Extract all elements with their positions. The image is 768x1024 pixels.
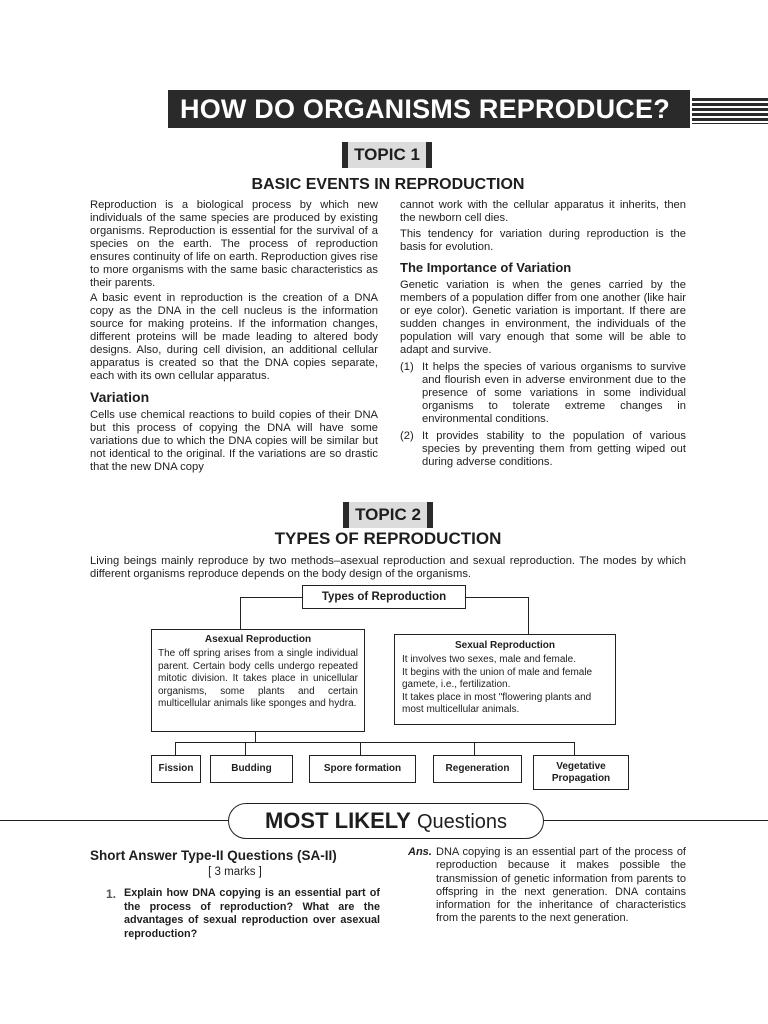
- title-stripes-decoration: [692, 98, 768, 124]
- question-1: [106, 887, 380, 941]
- sexual-line: It takes place in most "flowering plants and most multicellular animals.: [402, 691, 592, 715]
- connector-line: [255, 732, 256, 742]
- topic1-left-column: [90, 199, 378, 474]
- evolution-paragraph: This tendency for variation during reproduction is the basis for evolution.: [400, 228, 686, 253]
- asexual-reproduction-box: [151, 629, 365, 732]
- sexual-title: Sexual Reproduction: [454, 640, 555, 651]
- topic2-intro: Living beings mainly reproduce by two methods–asexual reproduction and sexual reproduction. The modes by which different organisms reproduce depends on the body design of the organisms.: [90, 555, 686, 580]
- variation-heading: Variation: [90, 389, 150, 405]
- cell-dies-paragraph: cannot work with the cellular apparatus it inherits, then the newborn cell dies.: [400, 199, 686, 224]
- asexual-title: Asexual Reproduction: [204, 634, 312, 645]
- mode-regeneration: Regeneration: [433, 755, 522, 783]
- connector-line: [474, 742, 475, 755]
- topic1-badge: TOPIC 1: [342, 142, 432, 168]
- asexual-description: The off spring arises from a single individual parent. Certain body cells undergo repeated mitotic division. It takes place in unicellular organisms, some plants and certain multicellular animals like sponges and hydra.: [158, 648, 358, 709]
- list-item-number: (1): [400, 361, 414, 373]
- connector-line: [528, 597, 529, 634]
- variation-paragraph: Cells use chemical reactions to build copies of their DNA but this process of copying the DNA will have some variations due to which the DNA copies will be similar but not identical to the original. If the variations are so drastic that the new DNA copy: [90, 409, 378, 473]
- connector-line: [245, 742, 246, 755]
- most-likely-questions-banner: [228, 803, 544, 839]
- topic1-right-column: [400, 199, 686, 469]
- question-number: 1.: [106, 887, 117, 901]
- question-text: Explain how DNA copying is an essential part of the process of reproduction? What are the advantages of sexual reproduction over asexual reproduction?: [124, 887, 380, 940]
- reproduction-paragraph: Reproduction is a biological process by which new individuals of the same species are produced by existing organisms. Reproduction is essential for the survival of a species on the earth. The process of reproduction ensures continuity of life on earth. Reproduction gives rise to more organisms with the same basic characteristics as their parents.: [90, 199, 378, 289]
- topic1-heading: BASIC EVENTS IN REPRODUCTION: [251, 176, 525, 193]
- connector-line: [466, 597, 528, 598]
- list-item: [400, 361, 686, 426]
- most-likely-rest: Questions: [416, 811, 508, 833]
- connector-line: [574, 742, 575, 755]
- connector-line: [175, 742, 574, 743]
- diagram-root-box: Types of Reproduction: [302, 585, 466, 609]
- genetic-variation-paragraph: Genetic variation is when the genes carried by the members of a population differ from one another (like hair or eye color). Genetic variation is important. If there are sudden changes in environment, the individuals of the population will vary enough that some will be able to adapt and survive.: [400, 279, 686, 356]
- mode-budding: Budding: [210, 755, 293, 783]
- list-item-text: It provides stability to the population of various species by preventing them from getting wiped out during adverse conditions.: [422, 430, 686, 468]
- sexual-line: It begins with the union of male and female gamete, i.e., fertilization.: [402, 666, 593, 690]
- list-item: [400, 430, 686, 469]
- sexual-line: It involves two sexes, male and female.: [402, 654, 576, 665]
- sexual-reproduction-box: [394, 634, 616, 725]
- topic2-heading: TYPES OF REPRODUCTION: [274, 529, 502, 548]
- answer-text: DNA copying is an essential part of the process of reproduction because it makes possible the transmission of genetic information from parents to offspring in the next generation. DNA contains information for the inheritance of characteristics from the parents to the next generation.: [436, 846, 686, 925]
- list-item-number: (2): [400, 430, 414, 442]
- chapter-title: HOW DO ORGANISMS REPRODUCE?: [168, 90, 690, 128]
- answer-1: [408, 846, 686, 926]
- connector-line: [175, 742, 176, 755]
- marks-label: [ 3 marks ]: [208, 866, 262, 878]
- connector-line: [240, 597, 302, 598]
- connector-line: [240, 597, 241, 629]
- answer-label: Ans.: [408, 846, 432, 858]
- mode-vegetative-propagation: Vegetative Propagation: [533, 755, 629, 790]
- importance-of-variation-heading: The Importance of Variation: [400, 260, 572, 275]
- dna-copy-paragraph: A basic event in reproduction is the creation of a DNA copy as the DNA in the cell nucleus is the information source for making proteins. If the information changes, different proteins will be made leading to altered body designs. Also, during cell division, an additional cellular apparatus is created so that the DNA copies separate, each with its own cellular apparatus.: [90, 292, 378, 382]
- mode-spore-formation: Spore formation: [309, 755, 416, 783]
- list-item-text: It helps the species of various organisms to survive and flourish even in adverse environment due to the presence of some variations in some individual organisms to tolerate extreme changes in environmental conditions.: [422, 361, 686, 425]
- topic2-badge: TOPIC 2: [343, 502, 433, 528]
- connector-line: [360, 742, 361, 755]
- mode-fission: Fission: [151, 755, 201, 783]
- most-likely-bold: MOST LIKELY: [264, 808, 411, 833]
- short-answer-heading: Short Answer Type-II Questions (SA-II): [90, 848, 337, 863]
